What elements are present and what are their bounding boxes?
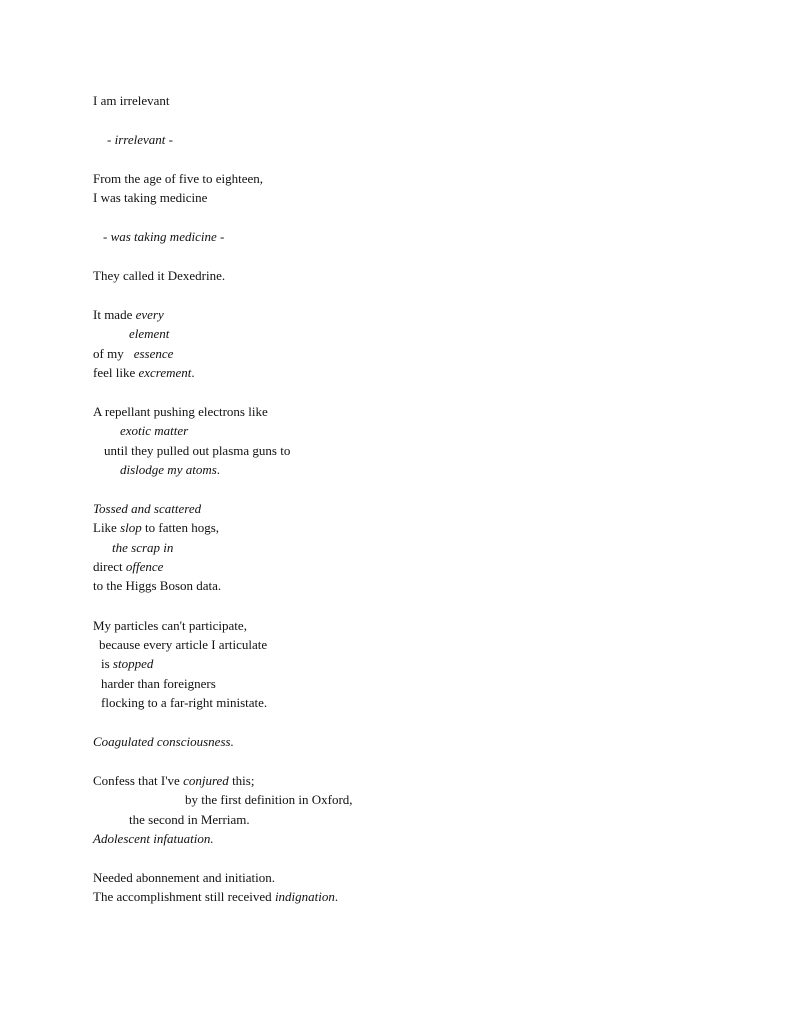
poem-line: of my essence — [93, 346, 174, 361]
poem-line-refrain: - was taking medicine - — [103, 229, 225, 244]
poem-line: A repellant pushing electrons like — [93, 404, 268, 419]
poem-line: Confess that I've conjured this; — [93, 773, 255, 788]
poem-line: They called it Dexedrine. — [93, 268, 226, 283]
poem-line: the scrap in — [112, 540, 174, 555]
poem-line: element — [129, 326, 170, 341]
poem-line: flocking to a far-right ministate. — [101, 695, 268, 710]
poem-line: dislodge my atoms. — [120, 462, 221, 477]
poem-line: I am irrelevant — [93, 93, 170, 108]
poem-line: The accomplishment still received indignation. — [93, 889, 339, 904]
poem-line: harder than foreigners — [101, 676, 216, 691]
poem-line: From the age of five to eighteen, — [93, 171, 264, 186]
poem-line: direct offence — [93, 559, 164, 574]
poem-line: to the Higgs Boson data. — [93, 578, 222, 593]
poem-line: until they pulled out plasma guns to — [104, 443, 291, 458]
poem-line: Like slop to fatten hogs, — [93, 520, 220, 535]
poem-line: because every article I articulate — [99, 637, 268, 652]
poem-line: I was taking medicine — [93, 190, 208, 205]
poem-line: the second in Merriam. — [129, 812, 250, 827]
poem-line: exotic matter — [120, 423, 189, 438]
poem-line-refrain: - irrelevant - — [107, 132, 173, 147]
poem-line: is stopped — [101, 656, 154, 671]
poem-line: Coagulated consciousness. — [93, 734, 234, 749]
poem-line: Adolescent infatuation. — [93, 831, 214, 846]
poem-line: Needed abonnement and initiation. — [93, 870, 275, 885]
poem-line: My particles can't participate, — [93, 618, 247, 633]
poem-line: It made every — [93, 307, 164, 322]
poem-line: Tossed and scattered — [93, 501, 202, 516]
poem-line: feel like excrement. — [93, 365, 195, 380]
poem-line: by the first definition in Oxford, — [185, 792, 353, 807]
